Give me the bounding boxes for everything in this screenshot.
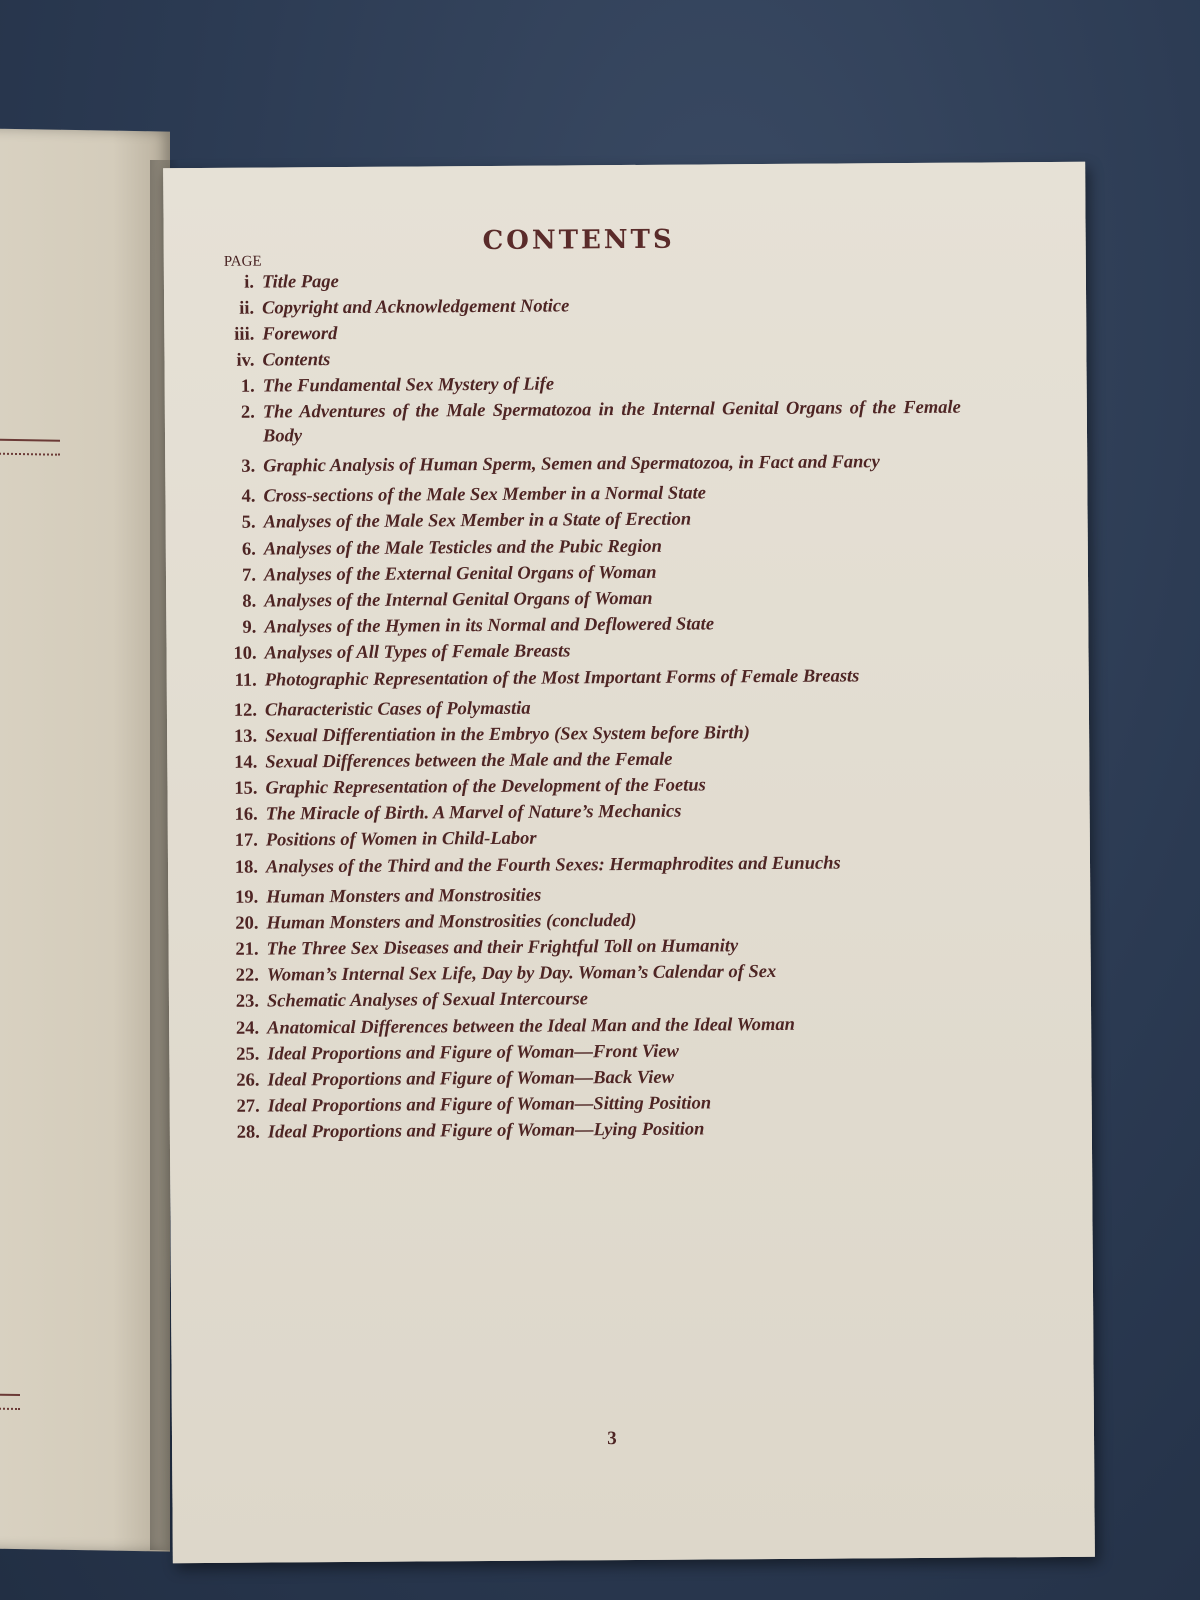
toc-number: 28. (236, 1122, 260, 1144)
toc-title: Woman’s Internal Sex Life, Day by Day. Woman’s Calendar of Sex (266, 962, 777, 986)
toc-title: Analyses of the Male Sex Member in a State of Erection (263, 509, 692, 533)
toc-number: 5. (241, 512, 256, 534)
toc-number: iv. (236, 350, 255, 371)
toc-title: The Miracle of Birth. A Marvel of Nature’s Mechanics (265, 801, 682, 825)
page-title: CONTENTS (482, 224, 675, 257)
contents-page (163, 162, 1095, 1563)
toc-number: 11. (234, 670, 257, 691)
toc-number: 20. (235, 913, 259, 934)
toc-title: Graphic Representation of the Development of the Foetus (265, 775, 706, 799)
toc-entry (205, 959, 965, 988)
toc-entry (201, 396, 961, 449)
facing-page (0, 128, 170, 1551)
toc-entry (200, 318, 960, 347)
toc-number: iii. (234, 324, 255, 345)
toc-title: Ideal Proportions and Figure of Woman—Lying Position (267, 1119, 705, 1143)
toc-title: The Adventures of the Male Spermatozoa in the Internal Genital Organs of the Female Body (262, 397, 961, 447)
ornament-border (0, 438, 60, 455)
toc-number: 24. (235, 1018, 260, 1039)
toc-title: Analyses of the External Genital Organs of Woman (263, 562, 657, 586)
toc-number: 7. (242, 565, 257, 586)
toc-entry (202, 532, 962, 561)
toc-entry (200, 266, 960, 295)
toc-number: i. (244, 272, 255, 293)
toc-entry (206, 1090, 966, 1119)
toc-entry (202, 558, 962, 587)
toc-title: Human Monsters and Monstrosities (266, 885, 542, 908)
toc-entry (204, 798, 964, 827)
toc-number: 17. (234, 831, 258, 852)
toc-entry (204, 906, 964, 935)
toc-number: 2. (240, 402, 255, 423)
toc-entry (203, 719, 963, 748)
toc-number: ii. (239, 298, 255, 319)
toc-title: Title Page (261, 272, 339, 293)
toc-entry (203, 746, 963, 775)
toc-title: Contents (262, 350, 331, 371)
toc-title: Analyses of the Third and the Fourth Sexes: Hermaphrodites and Eunuchs (265, 853, 841, 878)
toc-entry (206, 1116, 966, 1145)
toc-entry (202, 585, 962, 614)
toc-entry (202, 611, 962, 640)
toc-number: 18. (234, 857, 259, 878)
toc-number: 14. (234, 752, 258, 773)
toc-number: 16. (234, 804, 258, 826)
toc-number: 15. (234, 778, 258, 799)
toc-title: Schematic Analyses of Sexual Intercourse (266, 989, 589, 1012)
table-of-contents (200, 266, 966, 1148)
toc-entry (203, 772, 963, 801)
toc-entry (205, 1037, 965, 1066)
page-column-label: PAGE (223, 253, 262, 270)
toc-title: Ideal Proportions and Figure of Woman—Back View (267, 1067, 674, 1091)
toc-title: Ideal Proportions and Figure of Woman—Sitting Position (267, 1093, 712, 1117)
toc-title: Analyses of All Types of Female Breasts (264, 641, 571, 664)
toc-entry (200, 292, 960, 321)
toc-entry (205, 1011, 965, 1040)
toc-title: The Fundamental Sex Mystery of Life (262, 374, 555, 397)
toc-title: Graphic Analysis of Human Sperm, Semen and Spermatozoa, in Fact and Fancy (263, 452, 880, 477)
ornament-border (0, 1393, 20, 1410)
toc-title: Sexual Differences between the Male and the Female (265, 749, 673, 773)
toc-entry (204, 824, 964, 853)
toc-entry (205, 1064, 965, 1093)
toc-entry (203, 693, 963, 722)
toc-entry (203, 663, 963, 692)
toc-title: Human Monsters and Monstrosities (concluded) (266, 910, 637, 934)
toc-number: 9. (242, 617, 257, 638)
toc-number: 23. (235, 991, 260, 1013)
toc-title: The Three Sex Diseases and their Frightful Toll on Humanity (266, 936, 739, 960)
toc-entry (201, 480, 961, 509)
toc-entry (201, 450, 961, 479)
toc-entry (204, 850, 964, 879)
toc-number: 13. (233, 726, 258, 747)
toc-number: 26. (236, 1070, 260, 1091)
toc-title: Foreword (262, 324, 338, 345)
toc-title: Copyright and Acknowledgement Notice (262, 296, 570, 319)
toc-number: 8. (242, 591, 257, 612)
toc-entry (200, 344, 960, 373)
toc-title: Analyses of the Hymen in its Normal and Deflowered State (264, 614, 715, 638)
toc-number: 12. (233, 700, 257, 721)
toc-entry (201, 370, 961, 399)
toc-entry (204, 880, 964, 909)
toc-entry (202, 506, 962, 535)
toc-title: Analyses of the Internal Genital Organs of Woman (264, 588, 653, 612)
toc-entry (202, 637, 962, 666)
toc-number: 21. (235, 939, 259, 960)
page-number: 3 (607, 1428, 617, 1450)
toc-number: 4. (241, 486, 256, 507)
toc-title: Analyses of the Male Testicles and the Pubic Region (263, 536, 662, 560)
toc-title: Ideal Proportions and Figure of Woman—Front View (267, 1041, 679, 1065)
toc-title: Sexual Differentiation in the Embryo (Sex System before Birth) (265, 722, 750, 747)
toc-number: 25. (236, 1044, 260, 1065)
toc-title: Photographic Representation of the Most Important Forms of Female Breasts (264, 665, 860, 691)
toc-title: Positions of Women in Child-Labor (265, 829, 537, 851)
toc-title: Cross-sections of the Male Sex Member in a Normal State (263, 483, 706, 507)
toc-title: Anatomical Differences between the Ideal Man and the Ideal Woman (267, 1014, 795, 1039)
toc-number: 27. (236, 1096, 260, 1117)
toc-entry (205, 985, 965, 1014)
toc-number: 3. (241, 456, 256, 477)
toc-number: 19. (235, 887, 259, 908)
toc-entry (205, 933, 965, 962)
toc-number: 10. (233, 643, 257, 665)
toc-number: 1. (240, 376, 255, 397)
toc-number: 22. (235, 965, 259, 986)
toc-title: Characteristic Cases of Polymastia (264, 698, 531, 721)
toc-number: 6. (241, 539, 256, 560)
